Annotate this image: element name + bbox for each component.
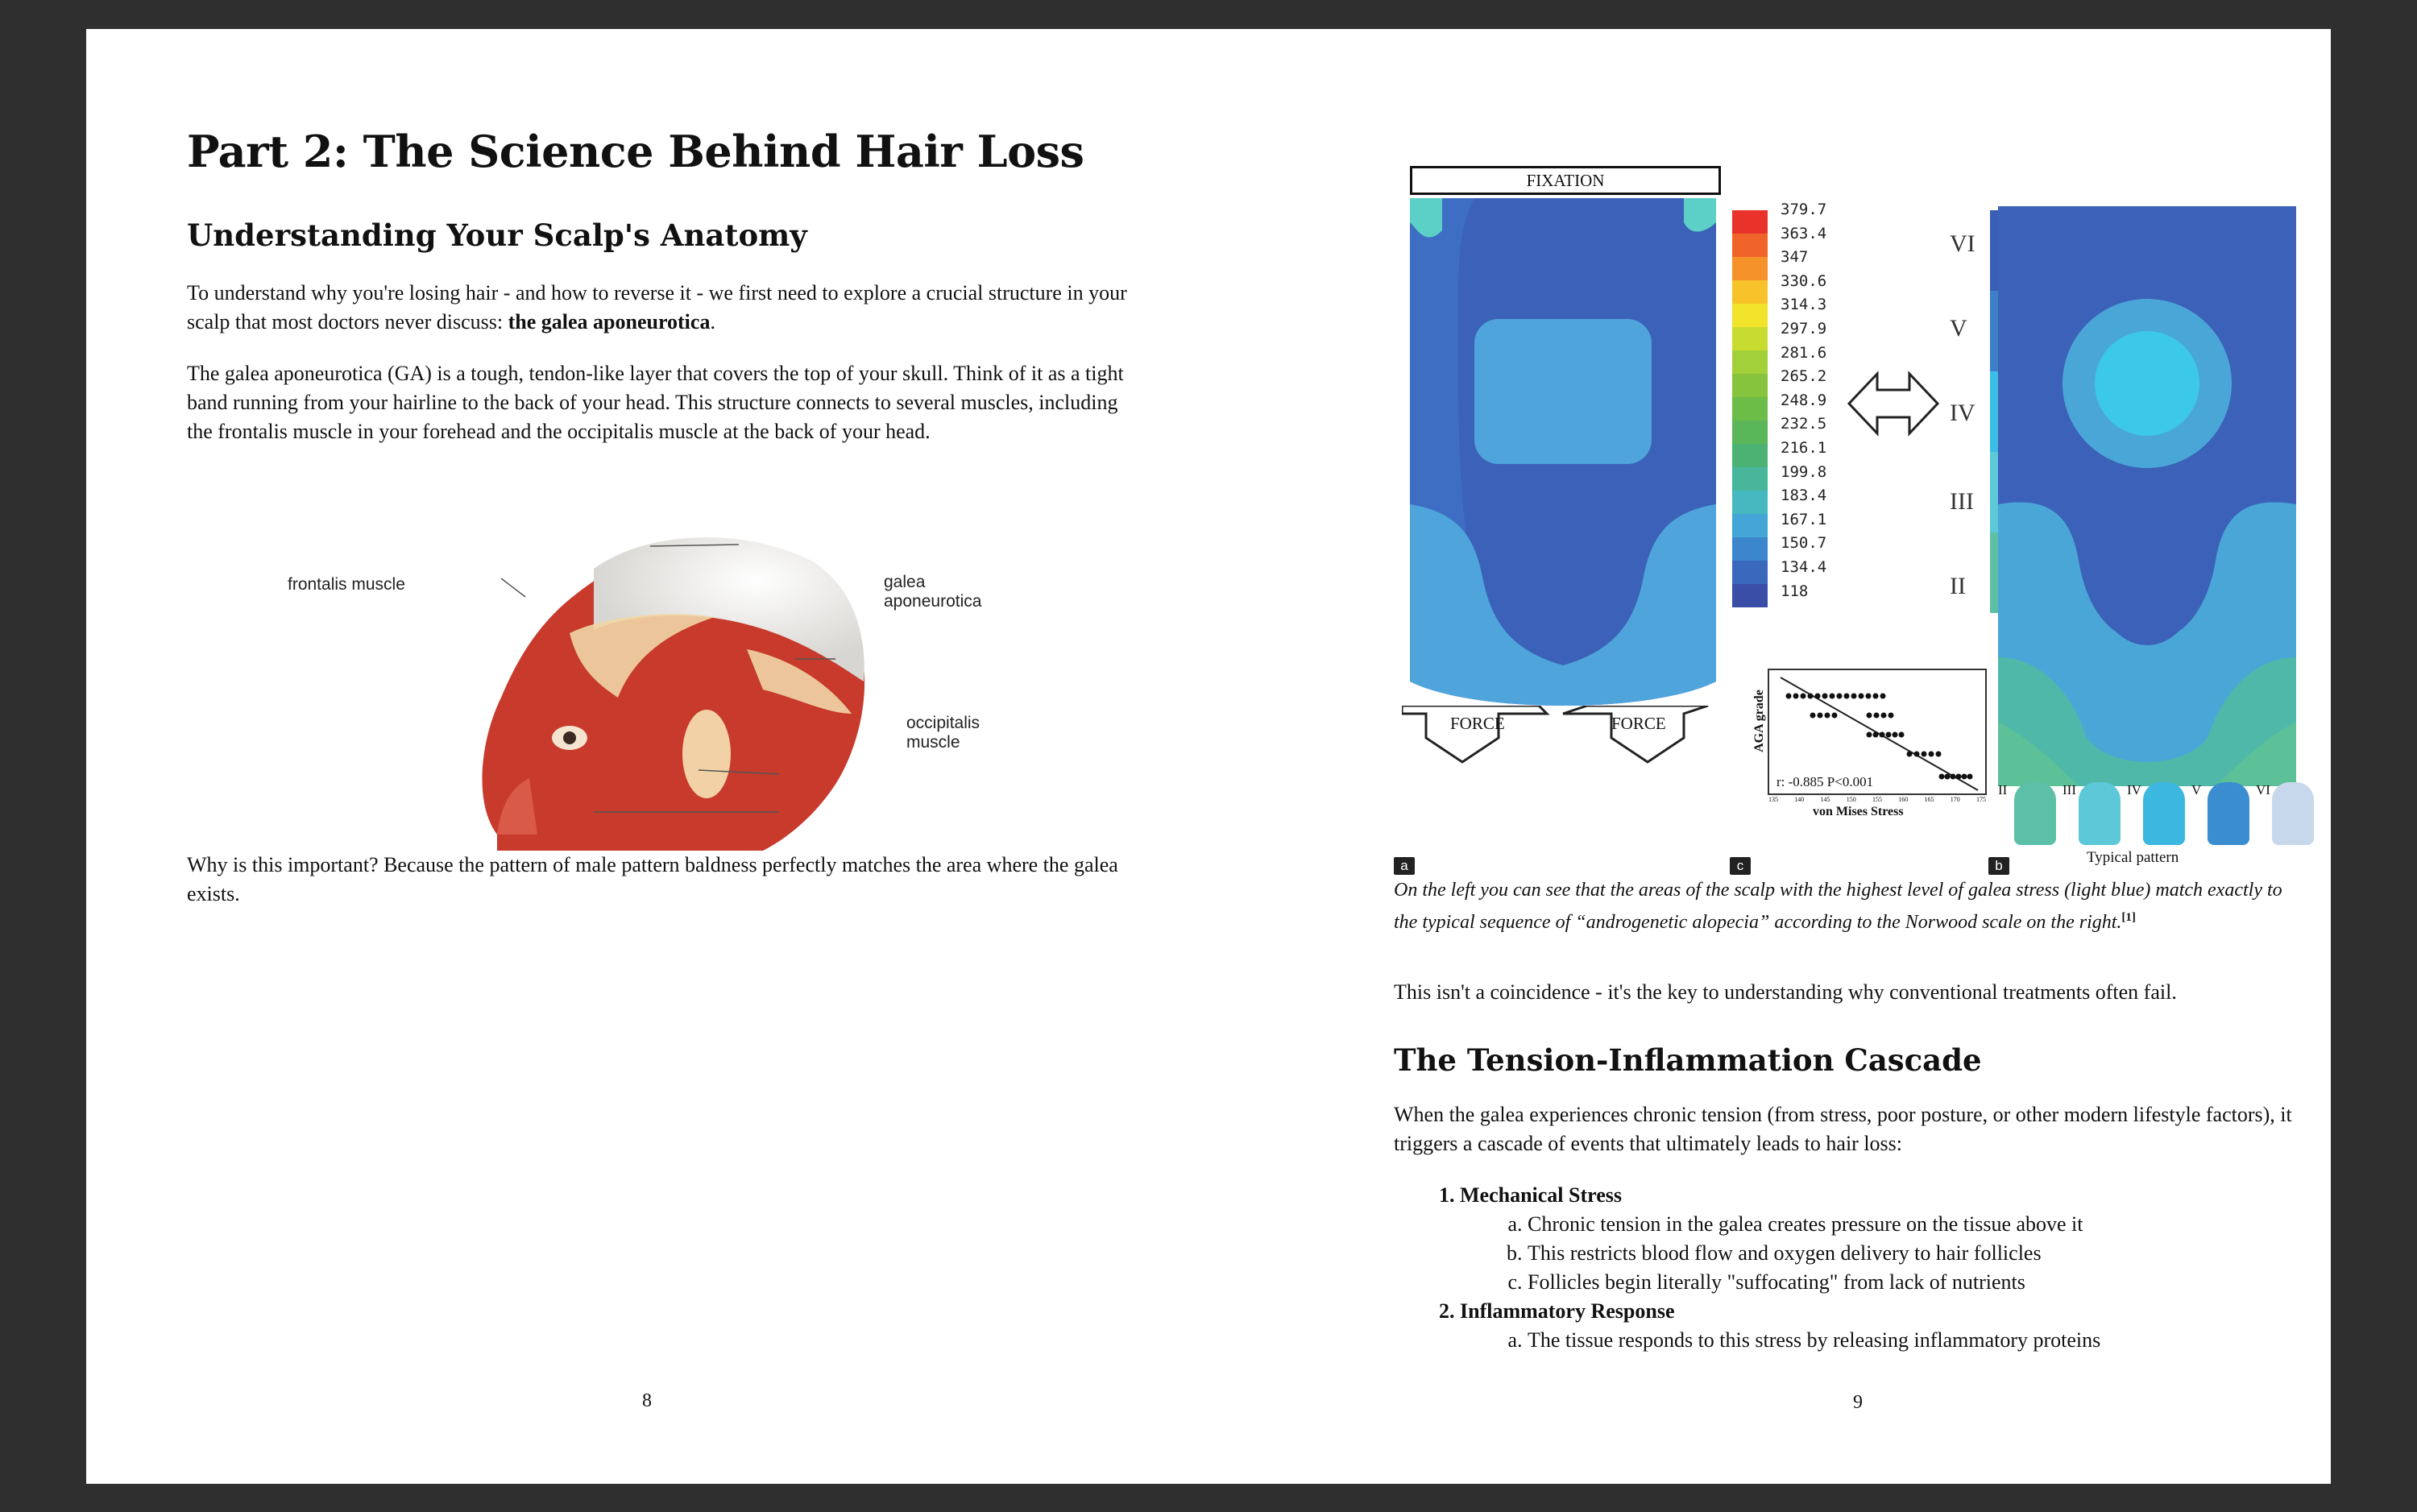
legend-swatch (1732, 257, 1768, 280)
scatter-point (1844, 694, 1850, 699)
legend-swatch (1732, 561, 1768, 584)
legend-swatch (1732, 514, 1768, 537)
force-label-right: FORCE (1611, 714, 1666, 733)
intro-text: To understand why you're losing hair - and how to reverse it - we first need to explore a crucial structure in your scalp that most doctors never discuss: (187, 281, 1127, 333)
norwood-stage-label: IV (1950, 400, 1975, 426)
scatter-point (1951, 774, 1956, 780)
pattern-stage-label: III (2063, 782, 2076, 797)
cascade-step-1 (1460, 1181, 2100, 1297)
x-tick-label: 145 (1820, 796, 1830, 803)
scatter-point (1808, 694, 1814, 699)
scatter-stat: r: -0.885 P<0.001 (1776, 774, 1874, 789)
pattern-thumbnail (2014, 782, 2056, 845)
pattern-stage-label: II (1998, 782, 2008, 797)
legend-swatch (1732, 210, 1768, 234)
scatter-plot (1748, 665, 1990, 818)
step-label: Inflammatory Response (1460, 1299, 1675, 1323)
coincidence-paragraph: This isn't a coincidence - it's the key to understanding why conventional treatments often fail. (1394, 980, 2177, 1004)
scatter-point (1801, 694, 1806, 699)
section-heading-cascade: The Tension-Inflammation Cascade (1394, 1042, 1982, 1078)
scatter-x-ticks (1768, 796, 1986, 803)
panel-tag-a: a (1394, 857, 1415, 875)
scatter-point (1859, 694, 1864, 699)
substep: a. Chronic tension in the galea creates pressure on the tissue above it (1528, 1210, 2100, 1239)
scatter-point (1825, 713, 1830, 719)
scatter-point (1886, 732, 1892, 738)
legend-value: 265.2 (1781, 367, 1827, 386)
scatter-xlabel: von Mises Stress (1813, 805, 1904, 818)
page-8 (86, 29, 1208, 1484)
legend-swatch (1732, 537, 1768, 561)
legend-value: 314.3 (1781, 296, 1827, 314)
scatter-point (1922, 752, 1927, 757)
cascade-step-2 (1460, 1297, 2100, 1355)
legend-value: 199.8 (1781, 462, 1827, 481)
substep: c. Follicles begin literally "suffocating" from lack of nutrients (1528, 1268, 2100, 1297)
scatter-point (1818, 713, 1823, 719)
x-tick-label: 170 (1950, 796, 1960, 803)
cascade-intro-paragraph: When the galea experiences chronic tension (from stress, poor posture, or other modern lifestyle factors), it triggers a cascade of events that ultimately leads to hair loss: (1394, 1103, 2292, 1155)
step-2-substeps (1460, 1326, 2100, 1355)
scatter-ylabel: AGA grade (1752, 690, 1766, 752)
scatter-point (1881, 713, 1887, 719)
page-9 (1208, 29, 2331, 1484)
scatter-point (1899, 732, 1905, 738)
scatter-point (1873, 732, 1879, 738)
fixation-label: FIXATION (1410, 166, 1721, 195)
chapter-title: Part 2: The Science Behind Hair Loss (187, 126, 1084, 177)
legend-swatch (1732, 280, 1768, 304)
panel-tag-c: c (1730, 857, 1751, 875)
figure-caption (1394, 876, 2304, 936)
intro-bold: the galea aponeurotica (508, 310, 711, 333)
step-1-substeps (1460, 1210, 2100, 1297)
scatter-point (1815, 694, 1821, 699)
legend-swatch (1732, 420, 1768, 444)
legend-swatch (1732, 491, 1768, 514)
label-occipitalis-muscle: occipitalis muscle (906, 714, 980, 752)
scatter-point (1929, 752, 1934, 757)
x-tick-label: 155 (1872, 796, 1882, 803)
scatter-point (1867, 732, 1872, 738)
scatter-point (1867, 713, 1872, 719)
legend-value: 167.1 (1781, 510, 1827, 528)
head-anatomy-figure (288, 496, 982, 859)
legend-value: 118 (1781, 582, 1809, 600)
substep: a. The tissue responds to this stress by releasing inflammatory proteins (1528, 1326, 2100, 1355)
scatter-point (1874, 713, 1880, 719)
legend-value: 347 (1781, 248, 1809, 267)
x-tick-label: 135 (1768, 796, 1778, 803)
substep: b. This restricts blood flow and oxygen delivery to hair follicles (1528, 1239, 2100, 1268)
scatter-point (1956, 774, 1962, 780)
galea-paragraph: The galea aponeurotica (GA) is a tough, tendon-like layer that covers the top of your skull. Think of it as a tight band running from your hairline to the back of your head. This structure connects to several muscles, including the frontalis muscle in your forehead and the occipitalis muscle at the back of your head. (187, 362, 1124, 443)
double-arrow-icon (1845, 367, 1942, 440)
x-tick-label: 165 (1924, 796, 1934, 803)
legend-value: 297.9 (1781, 320, 1827, 338)
legend-swatch (1732, 444, 1768, 467)
legend-swatch (1732, 234, 1768, 257)
scatter-point (1945, 774, 1951, 780)
norwood-stage-label: V (1950, 315, 1967, 342)
head-muscle-illustration (328, 496, 940, 859)
legend-value: 363.4 (1781, 224, 1827, 242)
pattern-thumbnail (2079, 782, 2121, 845)
legend-swatch (1732, 374, 1768, 397)
scatter-point (1866, 694, 1872, 699)
importance-paragraph: Why is this important? Because the pattern of male pattern baldness perfectly matches the area where the galea exists. (187, 853, 1118, 905)
scatter-point (1936, 752, 1942, 757)
scatter-point (1832, 713, 1838, 719)
legend-swatch (1732, 397, 1768, 420)
pattern-stage-label: IV (2127, 782, 2141, 797)
caption-text: On the left you can see that the areas of the scalp with the highest level of galea stress (light blue) match exactly to the typical sequence of “androgenetic alopecia” according to the Norwood scale on the right. (1394, 880, 2282, 933)
scatter-point (1810, 713, 1816, 719)
legend-value: 134.4 (1781, 558, 1827, 576)
step-label: Mechanical Stress (1460, 1183, 1622, 1207)
section-heading: Understanding Your Scalp's Anatomy (187, 217, 807, 253)
scatter-point (1880, 732, 1885, 738)
legend-value: 216.1 (1781, 439, 1827, 457)
scatter-point (1830, 694, 1835, 699)
scatter-point (1914, 752, 1920, 757)
scatter-point (1939, 774, 1945, 780)
cascade-list (1394, 1181, 2100, 1355)
norwood-stage-label: III (1950, 488, 1974, 515)
intro-end: . (710, 310, 715, 333)
legend-value: 150.7 (1781, 534, 1827, 553)
pattern-thumbnail (2208, 782, 2249, 845)
scatter-point (1888, 713, 1894, 719)
scatter-point (1907, 752, 1913, 757)
label-galea-aponeurotica: galea aponeurotica (884, 573, 982, 611)
scatter-point (1822, 694, 1828, 699)
scatter-point (1873, 694, 1879, 699)
norwood-stage-label: II (1950, 573, 1966, 599)
scatter-point (1786, 694, 1792, 699)
x-tick-label: 175 (1976, 796, 1986, 803)
legend-value: 232.5 (1781, 415, 1827, 433)
force-label-left: FORCE (1450, 714, 1505, 733)
stress-map-b (1998, 206, 2296, 786)
x-tick-label: 140 (1794, 796, 1805, 803)
norwood-stage-label: VI (1950, 230, 1975, 257)
legend-value: 281.6 (1781, 343, 1827, 362)
pattern-thumbnail (2272, 782, 2314, 845)
scatter-point (1837, 694, 1843, 699)
legend-swatch (1732, 350, 1768, 374)
scatter-point (1962, 774, 1967, 780)
pattern-thumbnail (2143, 782, 2185, 845)
page-number: 9 (1853, 1392, 1863, 1413)
legend-value: 330.6 (1781, 271, 1827, 290)
scatter-point (1967, 774, 1973, 780)
legend-value: 183.4 (1781, 487, 1827, 505)
pattern-stage-label: V (2191, 782, 2202, 797)
typical-pattern-thumbnails (1998, 782, 2324, 847)
legend-value: 248.9 (1781, 391, 1827, 409)
stress-map-a (1410, 198, 1716, 714)
typical-pattern-label: Typical pattern (2087, 849, 2179, 866)
caption-reference[interactable]: [1] (2121, 911, 2136, 924)
legend-swatch (1732, 327, 1768, 350)
x-tick-label: 150 (1846, 796, 1856, 803)
pattern-stage-label: VI (2256, 782, 2270, 797)
galea-stress-figure (1400, 134, 2320, 883)
legend-swatch (1732, 304, 1768, 327)
legend-swatch (1732, 584, 1768, 607)
scatter-point (1893, 732, 1898, 738)
legend-value: 379.7 (1781, 201, 1827, 218)
panel-tag-b: b (1988, 857, 2009, 875)
scatter-point (1851, 694, 1857, 699)
scatter-point (1880, 694, 1886, 699)
document-spread (86, 29, 2331, 1484)
page-number: 8 (642, 1390, 652, 1411)
intro-paragraph (187, 279, 1138, 337)
legend-swatch (1732, 467, 1768, 491)
x-tick-label: 160 (1898, 796, 1909, 803)
label-frontalis-muscle: frontalis muscle (288, 575, 405, 594)
scatter-point (1793, 694, 1799, 699)
